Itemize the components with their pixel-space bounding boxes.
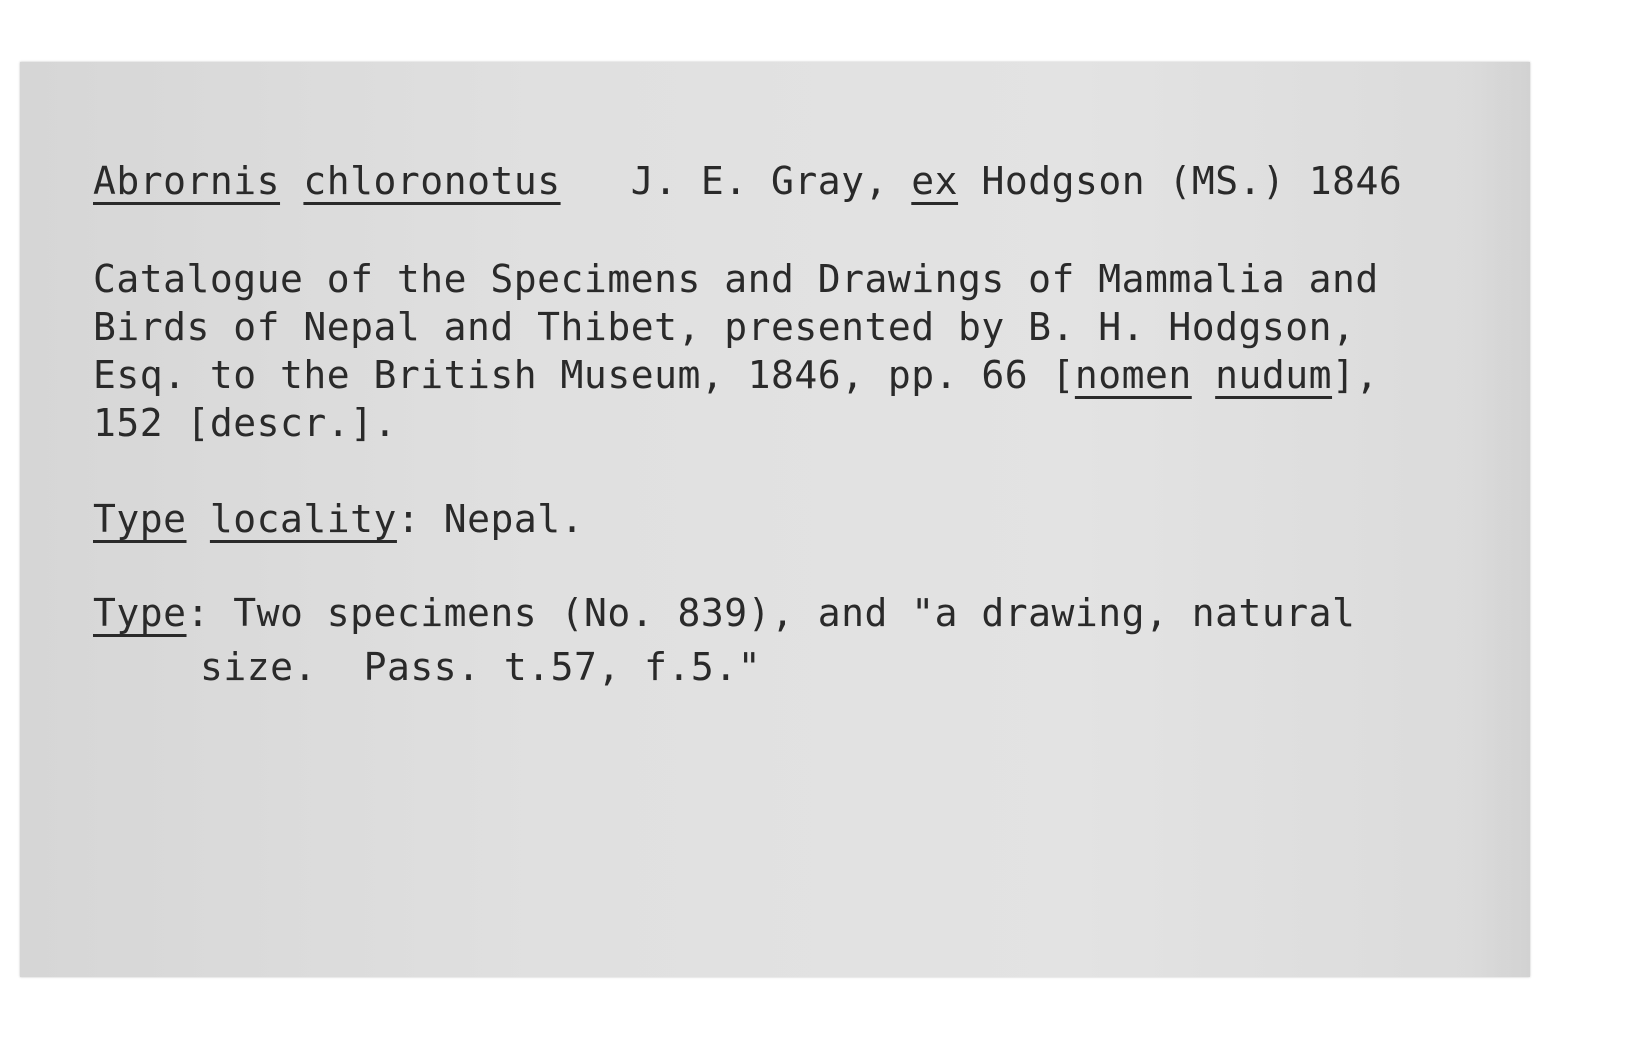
ex-word: ex [911,159,959,203]
author-prefix: J. E. Gray, [630,159,888,203]
type-locality-label-1: Type [93,497,187,541]
citation-line-3-end: ], [1332,353,1379,397]
index-card [20,62,1530,977]
nomen-word: nomen [1074,353,1192,397]
citation-line-3-text: Esq. to the British Museum, 1846, pp. 66 [ [93,353,1075,397]
citation-line-2: Birds of Nepal and Thibet, presented by B. H. Hodgson, [93,305,1356,349]
citation-line-1: Catalogue of the Specimens and Drawings of Mammalia and [93,257,1379,301]
type-line-2: size. Pass. t.57, f.5." [200,645,762,689]
genus-name: Abrornis [93,159,281,203]
type-text-1: : Two specimens (No. 839), and "a drawing, natural [186,591,1356,635]
species-name: chloronotus [303,159,561,203]
type-label: Type [93,591,187,635]
citation-line-4: 152 [descr.]. [93,401,397,445]
type-locality-value: : Nepal. [396,497,584,541]
type-locality-label-2: locality [209,497,397,541]
nudum-word: nudum [1215,353,1333,397]
author-suffix: Hodgson (MS.) 1846 [981,159,1403,203]
citation-line-3 [93,353,1379,397]
card-edge-shading [1470,62,1530,977]
type-line-1 [93,591,1356,635]
taxon-heading [93,159,1403,203]
type-locality-line [93,497,584,541]
